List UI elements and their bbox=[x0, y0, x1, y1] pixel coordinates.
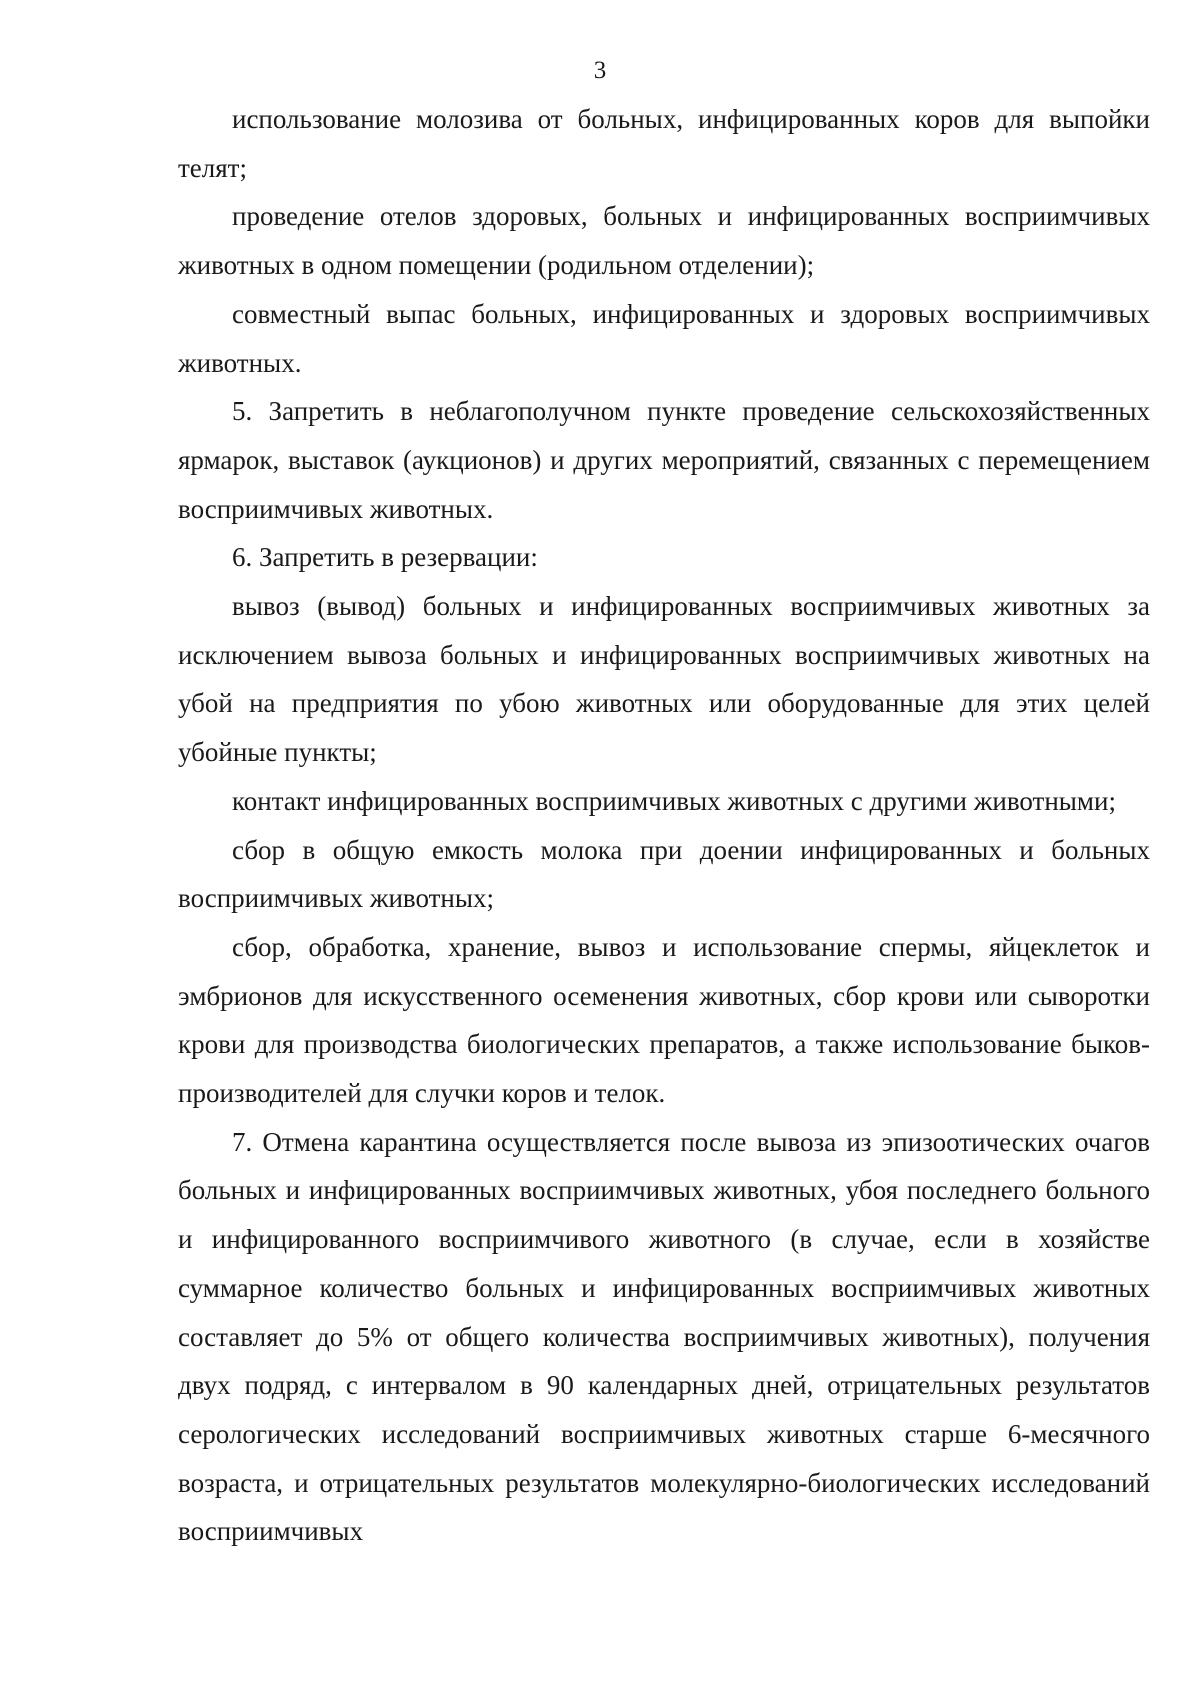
paragraph-item-7: 7. Отмена карантина осуществляется после вывоза из эпизоотических очагов больных и инфицированных восприимчивых животных, убоя последнего больного и инфицированного восприимчивого животного (в случае, если в хозяйстве суммарное количество больных и инфицированных восприимчивых животных составляет до 5% от общего количества восприимчивых животных), получения двух подряд, с интервалом в 90 календарных дней, отрицательных результатов серологических исследований восприимчивых животных старше 6-месячного возраста, и отрицательных результатов молекулярно-биологических исследований восприимчивых bbox=[178, 1126, 1150, 1547]
paragraph-grazing: совместный выпас больных, инфицированных и здоровых восприимчивых животных. bbox=[178, 298, 1150, 378]
paragraph-item-5: 5. Запретить в неблагополучном пункте проведение сельскохозяйственных ярмарок, выставок (аукционов) и других мероприятий, связанных с перемещением восприимчивых животных. bbox=[178, 396, 1150, 524]
page-number: 3 bbox=[593, 57, 607, 84]
paragraph-contact: контакт инфицированных восприимчивых животных с другими животными; bbox=[232, 785, 1116, 816]
document-body bbox=[178, 95, 1150, 1556]
paragraph-milk: сбор в общую емкость молока при доении инфицированных и больных восприимчивых животных; bbox=[178, 834, 1150, 914]
paragraph-removal: вывоз (вывод) больных и инфицированных восприимчивых животных за исключением вывоза больных и инфицированных восприимчивых животных на убой на предприятия по убою животных или оборудованные для этих целей убойные пункты; bbox=[178, 591, 1150, 768]
paragraph-colostrum: использование молозива от больных, инфицированных коров для выпойки телят; bbox=[178, 104, 1150, 183]
paragraph-calving: проведение отелов здоровых, больных и инфицированных восприимчивых животных в одном помещении (родильном отделении); bbox=[178, 201, 1150, 281]
paragraph-sperm: сбор, обработка, хранение, вывоз и использование спермы, яйцеклеток и эмбрионов для искусственного осеменения животных, сбор крови или сыворотки крови для производства биологических препаратов, а также использование быков-производителей для случки коров и телок. bbox=[178, 931, 1150, 1109]
paragraph-item-6: 6. Запретить в резервации: bbox=[232, 542, 538, 573]
